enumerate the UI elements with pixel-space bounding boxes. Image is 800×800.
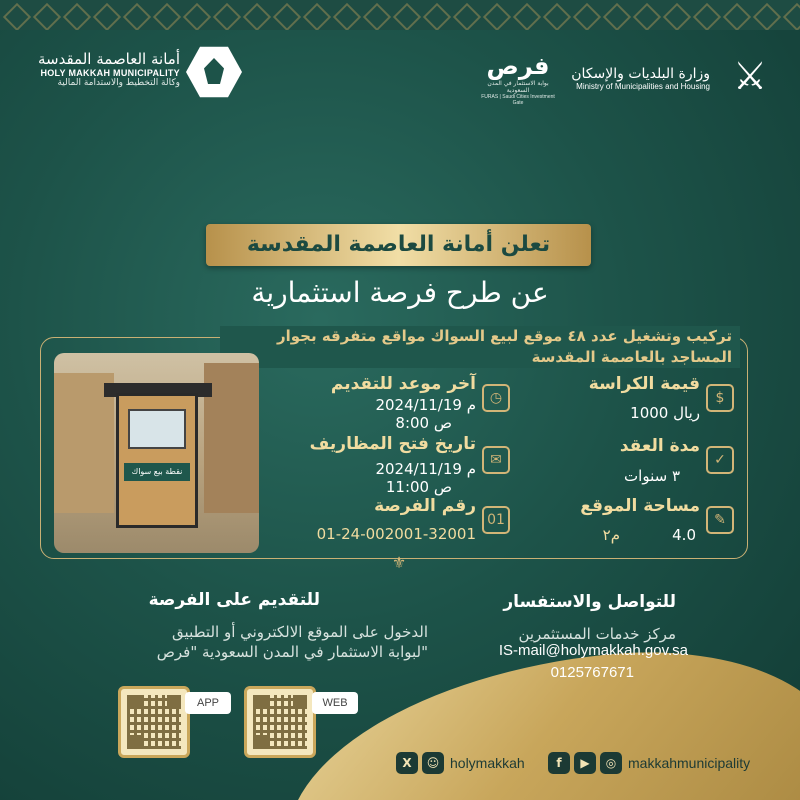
opportunity-description: تركيب وتشغيل عدد ٤٨ موقع لبيع السواك مواقع متفرقه بجوار المساجد بالعاصمة المقدسة — [220, 326, 740, 368]
opening-time: 11:00 ص — [385, 478, 452, 496]
opportunity-number-label: رقم الفرصة — [374, 496, 476, 516]
makkah-emblem-logo — [186, 44, 242, 100]
contract-duration-value: ٣ سنوات — [624, 467, 680, 485]
app-qr-pattern — [127, 695, 181, 749]
top-pattern-band — [0, 0, 800, 30]
calendar-check-icon: ✓ — [706, 446, 734, 474]
apply-title: للتقديم على الفرصة — [148, 590, 320, 610]
ministry-name-ar: وزارة البلديات والإسكان — [571, 66, 710, 82]
ministry-name-en: Ministry of Municipalities and Housing — [576, 82, 710, 91]
app-qr-code[interactable] — [118, 686, 190, 758]
palm-swords-emblem-icon: ⚔ — [732, 54, 768, 98]
ruler-pencil-icon: ✎ — [706, 506, 734, 534]
social-handle-1[interactable]: holymakkah — [450, 755, 525, 771]
contact-email-link[interactable]: IS-mail@holymakkah.gov.sa — [498, 642, 688, 659]
apply-line-2: لبوابة الاستثمار في المدن السعودية "فرص" — [156, 643, 428, 661]
youtube-icon[interactable]: ▶ — [574, 752, 596, 774]
number-icon: 01 — [482, 506, 510, 534]
deadline-time: 8:00 ص — [395, 414, 452, 432]
site-area-unit: م٢ — [602, 526, 620, 544]
site-area-value: 4.0 — [672, 526, 696, 544]
makkah-name-en: HOLY MAKKAH MUNICIPALITY — [40, 68, 180, 78]
deadline-date: 2024/11/19 م — [375, 396, 476, 414]
kiosk-photo — [54, 353, 259, 553]
contact-center: مركز خدمات المستثمرين — [518, 625, 676, 643]
furas-wordmark: فرص — [486, 52, 550, 80]
photo-building-right — [204, 363, 259, 513]
facebook-icon[interactable]: f — [548, 752, 570, 774]
ministry-logo-text — [560, 66, 710, 91]
clock-icon: ◷ — [482, 384, 510, 412]
x-twitter-icon[interactable]: X — [396, 752, 418, 774]
contact-title: للتواصل والاستفسار — [503, 592, 676, 612]
divider-emblem-icon: ⚜ — [391, 553, 407, 572]
web-qr-pattern — [253, 695, 307, 749]
makkah-sub-agency: وكالة التخطيط والاستدامة المالية — [57, 78, 180, 88]
opening-label: تاريخ فتح المظاريف — [309, 434, 476, 454]
makkah-municipality-logo-text — [20, 50, 180, 88]
apply-line-1: الدخول على الموقع الالكتروني أو التطبيق — [172, 623, 428, 641]
kiosk-sign: نقطة بيع سواك — [124, 463, 190, 481]
site-area-label: مساحة الموقع — [580, 496, 700, 516]
kiosk-display — [128, 409, 186, 449]
contact-phone-link[interactable]: 0125767671 — [550, 664, 634, 681]
snapchat-icon[interactable]: ☺ — [422, 752, 444, 774]
furas-logo — [478, 52, 558, 106]
announcement-banner — [206, 224, 591, 266]
page-subtitle: عن طرح فرصة استثمارية — [251, 276, 549, 309]
booklet-price-value: 1000 ريال — [630, 404, 700, 422]
envelope-icon: ✉ — [482, 446, 510, 474]
makkah-name-ar: أمانة العاصمة المقدسة — [37, 50, 180, 68]
web-qr-code[interactable] — [244, 686, 316, 758]
booklet-price-label: قيمة الكراسة — [588, 374, 700, 394]
deadline-label: آخر موعد للتقديم — [330, 374, 476, 394]
web-qr-tag: WEB — [312, 692, 358, 714]
app-qr-tag: APP — [185, 692, 231, 714]
social-handle-2[interactable]: makkahmunicipality — [628, 755, 751, 771]
invoice-dollar-icon: $ — [706, 384, 734, 412]
opportunity-number-value: 01-24-002001-32001 — [316, 525, 476, 543]
furas-sub-en: FURAS | Saudi Cities Investment Gate — [481, 94, 555, 106]
furas-sub-ar: بوابة الاستثمار في المدن السعودية — [487, 80, 549, 94]
banner-title: تعلن أمانة العاصمة المقدسة — [246, 232, 551, 257]
opening-date: 2024/11/19 م — [375, 460, 476, 478]
contract-duration-label: مدة العقد — [619, 436, 700, 456]
instagram-icon[interactable]: ◎ — [600, 752, 622, 774]
